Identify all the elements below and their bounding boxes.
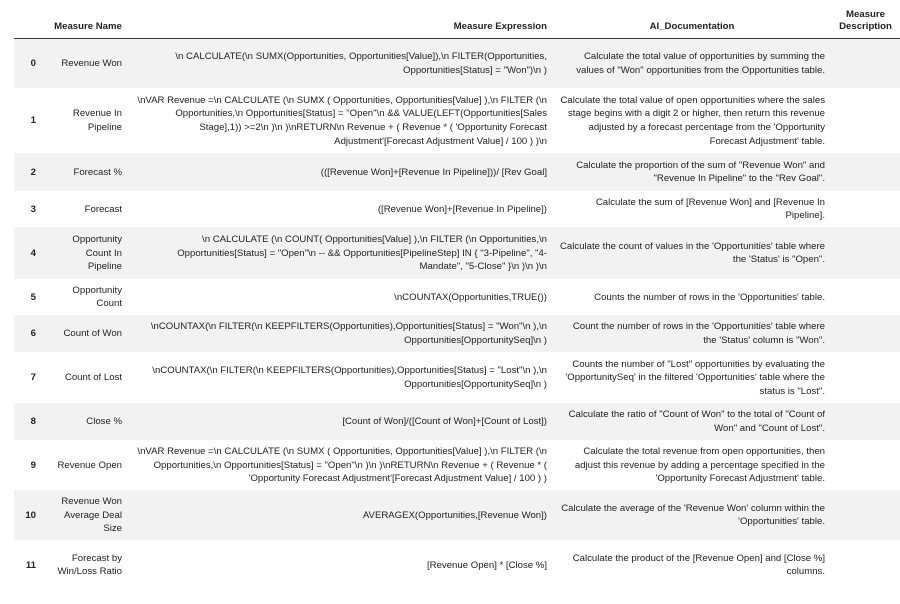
row-index: 1 <box>30 115 36 127</box>
measure-expression-cell: \nVAR Revenue =\n CALCULATE (\n SUMX ( Opportunities, Opportunities[Value] ),\n FILTER (\n Opportunities,\n Opportunities[Status] = "Open"\n )\n )\nRETURN\n Revenue + ( Revenue * ( 'Opportunity Forecast Adjustment'[Forecast Adjustment Value] / 100 ) ) <box>137 446 547 485</box>
ai-documentation-cell: Counts the number of rows in the 'Opportunities' table. <box>594 291 825 303</box>
measure-expression-column-header: Measure Expression <box>128 0 553 38</box>
measure-name-cell: Count of Won <box>63 328 122 340</box>
ai-documentation-column-header: AI_Documentation <box>553 0 831 38</box>
measure-description-cell <box>831 403 900 440</box>
measure-description-cell <box>831 315 900 352</box>
measure-name-column-header: Measure Name <box>44 0 128 38</box>
row-index: 11 <box>25 559 36 571</box>
row-index: 7 <box>30 372 36 384</box>
measure-name-cell: Count of Lost <box>64 372 122 384</box>
row-index: 4 <box>30 247 36 259</box>
measure-expression-cell: ([Revenue Won]+[Revenue In Pipeline]) <box>377 203 547 215</box>
ai-documentation-cell: Counts the number of "Lost" opportunities by evaluating the 'OpportunitySeq' in the filtered 'Opportunities' table where the status is "Lost". <box>565 358 825 397</box>
measure-name-cell: Opportunity Count In Pipeline <box>72 234 122 273</box>
table-row <box>14 88 900 153</box>
table-row <box>14 38 900 88</box>
measure-description-cell <box>831 490 900 540</box>
measure-description-cell <box>831 540 900 590</box>
measure-name-cell: Forecast by Win/Loss Ratio <box>57 552 122 578</box>
row-index: 8 <box>30 416 36 428</box>
table-row <box>14 440 900 490</box>
index-column-header <box>14 0 44 38</box>
ai-documentation-cell: Count the number of rows in the 'Opportunities' table where the 'Status' column is "Won". <box>572 321 825 346</box>
measure-expression-cell: \nCOUNTAX(Opportunities,TRUE()) <box>394 291 547 303</box>
measure-name-cell: Forecast % <box>73 166 122 178</box>
row-index: 0 <box>30 57 36 69</box>
table-row <box>14 490 900 540</box>
measure-name-cell: Revenue In Pipeline <box>72 108 122 133</box>
measure-description-cell <box>831 191 900 227</box>
measure-name-cell: Close % <box>86 416 122 428</box>
measure-name-cell: Revenue Won Average Deal Size <box>61 496 122 535</box>
table-body <box>14 38 900 590</box>
row-index: 3 <box>30 203 36 215</box>
table-row <box>14 153 900 191</box>
ai-documentation-cell: Calculate the average of the 'Revenue Won' column within the 'Opportunities' table. <box>561 502 825 528</box>
measure-expression-cell: \n CALCULATE(\n SUMX(Opportunities, Opportunities[Value]),\n FILTER(Opportunities, Opportunities[Status] = "Won")\n ) <box>175 51 547 76</box>
measure-expression-cell: \nVAR Revenue =\n CALCULATE (\n SUMX ( Opportunities, Opportunities[Value] ),\n FILTER (\n Opportunities,\n Opportunities[Status] = "Open"\n && VALUE(LEFT(Opportunities[Sales Stage],1)) >=2\n )\n )\nRETURN\n Revenue + ( Revenue * ( 'Opportunity Forecast Adjustment'[Forecast Adjustment Value] / 100 ) )\n <box>137 94 547 147</box>
header-row <box>14 0 900 38</box>
table-row <box>14 191 900 227</box>
measure-description-cell <box>831 153 900 191</box>
row-index: 10 <box>25 509 36 521</box>
table-row <box>14 315 900 352</box>
ai-documentation-cell: Calculate the sum of [Revenue Won] and [Revenue In Pipeline]. <box>595 196 825 222</box>
measure-description-cell <box>831 88 900 153</box>
row-index: 5 <box>30 291 36 303</box>
ai-documentation-cell: Calculate the total value of open opportunities where the sales stage begins with a digit 2 or higher, then return this revenue adjusted by a forecast percentage from the 'Opportunity Forecast Adjustment' table. <box>560 94 825 147</box>
measure-description-cell <box>831 352 900 403</box>
measure-expression-cell: (([Revenue Won]+[Revenue In Pipeline]))/ [Rev Goal] <box>320 166 547 178</box>
table-row <box>14 227 900 279</box>
measures-table <box>14 0 900 590</box>
row-index: 9 <box>30 459 36 471</box>
measure-name-cell: Opportunity Count <box>72 284 122 310</box>
ai-documentation-cell: Calculate the proportion of the sum of "Revenue Won" and "Revenue In Pipeline" to the "Rev Goal". <box>576 159 825 185</box>
measure-expression-cell: [Count of Won]/([Count of Won]+[Count of Lost]) <box>342 416 547 428</box>
measure-name-cell: Revenue Won <box>61 57 122 69</box>
measure-expression-cell: AVERAGEX(Opportunities,[Revenue Won]) <box>362 509 547 521</box>
measure-expression-cell: \n CALCULATE (\n COUNT( Opportunities[Value] ),\n FILTER (\n Opportunities,\n Opportunities[Status] = "Open"\n -- && Opportunities[PipelineStep] IN { "3-Pipeline", "4-Mandate", "5-Close" }\n )\n )\n <box>177 234 547 273</box>
measure-description-cell <box>831 440 900 490</box>
table-row <box>14 352 900 403</box>
ai-documentation-cell: Calculate the total revenue from open opportunities, then adjust this revenue by adding a percentage specified in the 'Opportunity Forecast Adjustment' table. <box>574 446 825 485</box>
measure-expression-cell: \nCOUNTAX(\n FILTER(\n KEEPFILTERS(Opportunities),Opportunities[Status] = "Won"\n ),\n Opportunities[OpportunitySeq]\n ) <box>150 321 547 346</box>
table-header <box>14 0 900 38</box>
measure-description-cell <box>831 38 900 88</box>
measure-expression-cell: \nCOUNTAX(\n FILTER(\n KEEPFILTERS(Opportunities),Opportunities[Status] = "Lost"\n ),\n Opportunities[OpportunitySeq]\n ) <box>152 365 547 390</box>
measure-expression-cell: [Revenue Open] * [Close %] <box>427 559 547 571</box>
measure-description-cell <box>831 279 900 315</box>
measure-description-cell <box>831 227 900 279</box>
row-index: 2 <box>30 166 36 178</box>
measure-description-column-header: Measure Description <box>831 0 900 38</box>
ai-documentation-cell: Calculate the total value of opportunities by summing the values of "Won" opportunities from the Opportunities table. <box>576 51 825 76</box>
measure-name-cell: Forecast <box>84 203 122 215</box>
table-row <box>14 279 900 315</box>
table-row <box>14 403 900 440</box>
table-row <box>14 540 900 590</box>
measure-name-cell: Revenue Open <box>57 459 122 471</box>
row-index: 6 <box>30 328 36 340</box>
ai-documentation-cell: Calculate the ratio of "Count of Won" to the total of "Count of Won" and "Count of Lost". <box>568 409 825 434</box>
ai-documentation-cell: Calculate the product of the [Revenue Open] and [Close %] columns. <box>572 552 825 578</box>
ai-documentation-cell: Calculate the count of values in the 'Opportunities' table where the 'Status' is "Open". <box>560 240 825 266</box>
